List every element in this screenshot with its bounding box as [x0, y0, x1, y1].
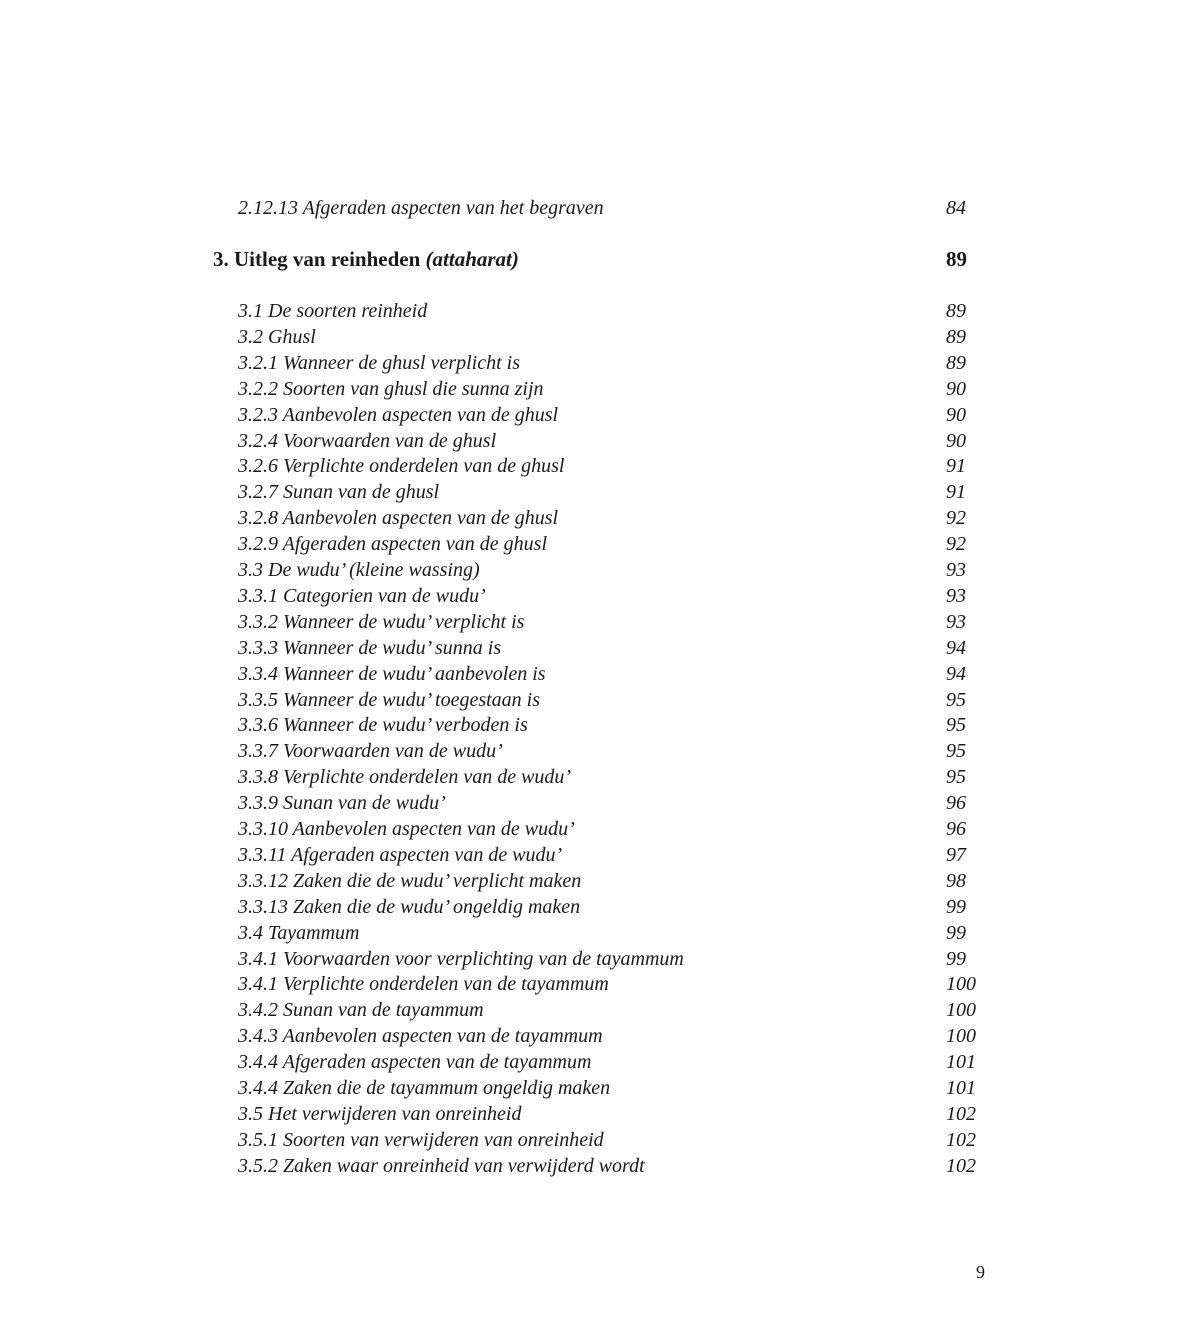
- toc-entry-page: 93: [946, 584, 966, 607]
- toc-entry: [0, 609, 1200, 635]
- toc-entry-page: 101: [946, 1077, 976, 1099]
- toc-entry: [0, 1023, 1200, 1049]
- toc-entry: [0, 557, 1200, 583]
- toc-entry-title: 3.4.4 Afgeraden aspecten van de tayammum: [238, 1051, 592, 1074]
- toc-entry: [0, 298, 1200, 324]
- page-number: 9: [976, 1262, 985, 1282]
- toc-entry: [0, 1049, 1200, 1075]
- toc-entry-page: 99: [946, 921, 966, 944]
- toc-entry: [0, 764, 1200, 790]
- toc-entry: [0, 868, 1200, 894]
- toc-entry-title: 3.3.9 Sunan van de wudu’: [238, 792, 446, 815]
- toc-entry-title: 3.3.1 Categorien van de wudu’: [238, 584, 486, 607]
- toc-entry-title: 3.3.4 Wanneer de wudu’ aanbevolen is: [238, 662, 546, 685]
- toc-entry-page: 95: [946, 740, 966, 763]
- toc-entry-page: 102: [946, 1102, 976, 1125]
- toc-entry-page: 99: [946, 947, 966, 970]
- toc-entry-page: 96: [946, 818, 966, 840]
- toc-entry: [0, 920, 1200, 946]
- toc-entry-page: 90: [946, 429, 966, 452]
- toc-entry: [0, 1075, 1200, 1101]
- toc-entry-title: 3.3.6 Wanneer de wudu’ verboden is: [238, 714, 528, 737]
- toc-entry-page: 95: [946, 714, 966, 737]
- toc-entry: [0, 971, 1200, 997]
- toc-entry-page: 101: [946, 1051, 976, 1074]
- toc-entry-title: 3.3.2 Wanneer de wudu’ verplicht is: [238, 610, 525, 633]
- toc-entry-title: 3.5.2 Zaken waar onreinheid van verwijderd wordt: [238, 1154, 645, 1177]
- toc-entry-title: 3.2.6 Verplichte onderdelen van de ghusl: [238, 455, 565, 478]
- toc-entry: [0, 790, 1200, 816]
- toc-entry: [0, 505, 1200, 531]
- toc-entry-title: 3.3.8 Verplichte onderdelen van de wudu’: [238, 766, 572, 789]
- toc-entry-page: 100: [946, 973, 976, 996]
- toc-entry-page: 89: [946, 351, 966, 374]
- toc-entry-title: 3.2.1 Wanneer de ghusl verplicht is: [238, 351, 521, 374]
- toc-entry-page: 95: [946, 766, 966, 789]
- toc-entry: [0, 738, 1200, 764]
- toc-entry-title: 3.2.2 Soorten van ghusl die sunna zijn: [238, 377, 544, 400]
- toc-entry-title: 3.2.3 Aanbevolen aspecten van de ghusl: [238, 403, 559, 426]
- toc-entry-page: 102: [946, 1128, 976, 1151]
- toc-entry: [0, 997, 1200, 1023]
- toc-entry-title: 3.4 Tayammum: [238, 921, 360, 944]
- toc-entry: [0, 946, 1200, 972]
- toc-entry-page: 96: [946, 792, 966, 815]
- toc-entry-title: 3.3.3 Wanneer de wudu’ sunna is: [238, 636, 502, 659]
- toc-entry-page: 100: [946, 1025, 976, 1048]
- toc-entry: [0, 453, 1200, 479]
- toc-entry: [0, 402, 1200, 428]
- toc-entry: [0, 479, 1200, 505]
- toc-entry-title: 3.3 De wudu’ (kleine wassing): [238, 559, 480, 581]
- toc-entry-page: 100: [946, 999, 976, 1022]
- toc-entry-title: 3.2.7 Sunan van de ghusl: [238, 481, 440, 504]
- toc-entry-page: 98: [946, 869, 966, 892]
- toc-entry-page: 93: [946, 610, 966, 633]
- toc-entry-page: 95: [946, 688, 966, 711]
- toc-entry-page: 89: [946, 300, 966, 322]
- toc-entry: [0, 1101, 1200, 1127]
- toc-entry: [0, 842, 1200, 868]
- toc-entry: [0, 1153, 1200, 1179]
- toc-entry: [0, 661, 1200, 687]
- toc-entry-page: 102: [946, 1154, 976, 1177]
- toc-entry-title: 3.4.2 Sunan van de tayammum: [238, 999, 484, 1022]
- toc-entry-page: 94: [946, 636, 966, 659]
- toc-entry-title: 3.3.7 Voorwaarden van de wudu’: [238, 740, 503, 763]
- toc-entry-title: 3.2.4 Voorwaarden van de ghusl: [238, 429, 497, 452]
- toc-entry: [0, 712, 1200, 738]
- toc-entry-page: 93: [946, 559, 966, 581]
- toc-entry-page: 91: [946, 481, 966, 504]
- toc-entry: [0, 1127, 1200, 1153]
- toc-entry-title: 3.3.11 Afgeraden aspecten van de wudu’: [238, 843, 563, 866]
- toc-entry: [0, 583, 1200, 609]
- toc-entry-title: 3.4.4 Zaken die de tayammum ongeldig maken: [238, 1077, 611, 1099]
- toc-entry: [0, 350, 1200, 376]
- toc-entry-title: 3.5.1 Soorten van verwijderen van onreinheid: [238, 1128, 604, 1151]
- toc-entry-title: 3.2 Ghusl: [238, 325, 316, 348]
- toc-entry-page: 94: [946, 662, 966, 685]
- toc-entry: [0, 635, 1200, 661]
- chapter-title: [213, 244, 519, 274]
- chapter-heading: [0, 244, 1200, 274]
- toc-entry-title: 3.5 Het verwijderen van onreinheid: [238, 1102, 522, 1125]
- toc-entry-title: 3.2.9 Afgeraden aspecten van de ghusl: [238, 533, 548, 556]
- toc-entry-page: 92: [946, 507, 966, 530]
- toc-entry-page: 89: [946, 325, 966, 348]
- toc-entry-title: 3.2.8 Aanbevolen aspecten van de ghusl: [238, 507, 559, 530]
- toc-entry: [0, 816, 1200, 842]
- toc-entry-page: 99: [946, 895, 966, 918]
- toc-entry-page: 84: [946, 197, 966, 219]
- toc-entry: [0, 195, 1200, 221]
- toc-entry: [0, 894, 1200, 920]
- toc-entry: [0, 324, 1200, 350]
- toc-entry: [0, 376, 1200, 402]
- toc-entry-title: 2.12.13 Afgeraden aspecten van het begraven: [238, 197, 604, 219]
- toc-entry-title: 3.1 De soorten reinheid: [238, 300, 428, 322]
- toc-entry-title: 3.3.5 Wanneer de wudu’ toegestaan is: [238, 688, 541, 711]
- toc-entry-page: 92: [946, 533, 966, 556]
- toc-entry-title: 3.3.10 Aanbevolen aspecten van de wudu’: [238, 818, 575, 840]
- toc-entry-title: 3.4.1 Voorwaarden voor verplichting van de tayammum: [238, 947, 684, 970]
- toc-entry-title: 3.3.13 Zaken die de wudu’ ongeldig maken: [238, 895, 581, 918]
- chapter-title-main: 3. Uitleg van reinheden: [213, 247, 426, 271]
- toc-entry-page: 97: [946, 843, 966, 866]
- toc-entry-page: 90: [946, 403, 966, 426]
- toc-entry: [0, 531, 1200, 557]
- toc-entry-title: 3.3.12 Zaken die de wudu’ verplicht maken: [238, 869, 582, 892]
- toc-entry: [0, 428, 1200, 454]
- chapter-title-term: (attaharat): [425, 247, 519, 271]
- toc-entry-title: 3.4.3 Aanbevolen aspecten van de tayammum: [238, 1025, 603, 1048]
- toc-entry-title: 3.4.1 Verplichte onderdelen van de tayammum: [238, 973, 609, 996]
- toc-entry-page: 91: [946, 455, 966, 478]
- toc-entry-page: 90: [946, 377, 966, 400]
- chapter-page: 89: [946, 247, 967, 271]
- toc-entry: [0, 687, 1200, 713]
